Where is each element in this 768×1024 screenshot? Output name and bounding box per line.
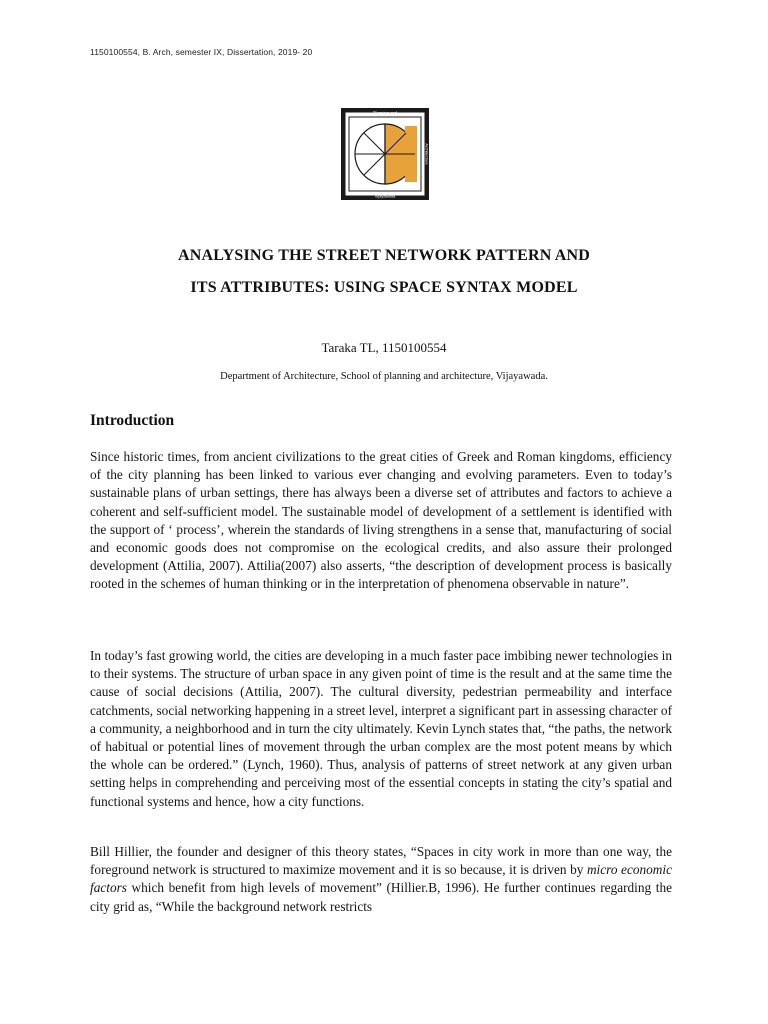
svg-text:Architecture: Architecture	[424, 143, 429, 165]
paragraph-1: Since historic times, from ancient civilizations to the great cities of Greek and Roman kingdoms, efficiency of the city planning has been linked to various ever changing and evolving parameters. Even to today’s sustainable plans of urban settings, there has always been a diverse set of attributes and factors to achieve a coherent and self-sufficient model. The sustainable model of development of a settlement is identified with the support of ‘ process’, wherein the standards of living strengthens in a sense that, manufacturing of social and economic goods does not compromise on the ecological credits, and also assure their prolonged development (Attilia, 2007). Attilia(2007) also asserts, “the description of development process is basically rooted in the schemes of human thinking or in the interpretation of phenomena observable in nature”.	[90, 449, 672, 592]
paragraph-2: In today’s fast growing world, the cities are developing in a much faster pace imbibing newer technologies in to their systems. The structure of urban space in any given point of time is the result and at the same time the cause of social decisions (Attilia, 2007). The cultural diversity, pedestrian permeability and interface catchments, social networking happening in a street level, interpret a significant part in assessing character of a community, a neighborhood and in turn the city ultimately. Kevin Lynch states that, “the paths, the network of habitual or potential lines of movement through the urban complex are the most potent means by which the whole can be ordered.” (Lynch, 1960). Thus, analysis of patterns of street network at any given urban setting helps in comprehending and perceiving most of the essential concepts in stating the city’s spatial and functional systems and hence, how a city functions.	[90, 648, 672, 809]
department-line: Department of Architecture, School of planning and architecture, Vijayawada.	[220, 371, 548, 382]
svg-text:Vijayawada: Vijayawada	[374, 193, 396, 199]
running-header: 1150100554, B. Arch, semester IX, Dissertation, 2019- 20	[90, 47, 313, 57]
paragraph-3-emphasis: micro economic factors	[90, 862, 672, 896]
paragraph-3-part-1: Bill Hillier, the founder and designer of this theory states, “Spaces in city work in more than one way, the foreground network is structured to maximize movement and it is so because, it is driven by	[90, 844, 672, 878]
author-line: Taraka TL, 1150100554	[321, 340, 447, 355]
section-heading-introduction: Introduction	[90, 412, 175, 429]
title-line-2: ITS ATTRIBUTES: USING SPACE SYNTAX MODEL	[190, 279, 578, 296]
institution-logo	[341, 108, 429, 200]
paragraph-3-part-2: which benefit from high levels of movement” (Hillier.B, 1996). He further continues regarding the city grid as, “While the background network restricts	[90, 880, 672, 914]
paragraph-3	[90, 843, 672, 916]
svg-text:Planning and: Planning and	[372, 110, 398, 116]
title-line-1: ANALYSING THE STREET NETWORK PATTERN AND	[177, 247, 591, 264]
